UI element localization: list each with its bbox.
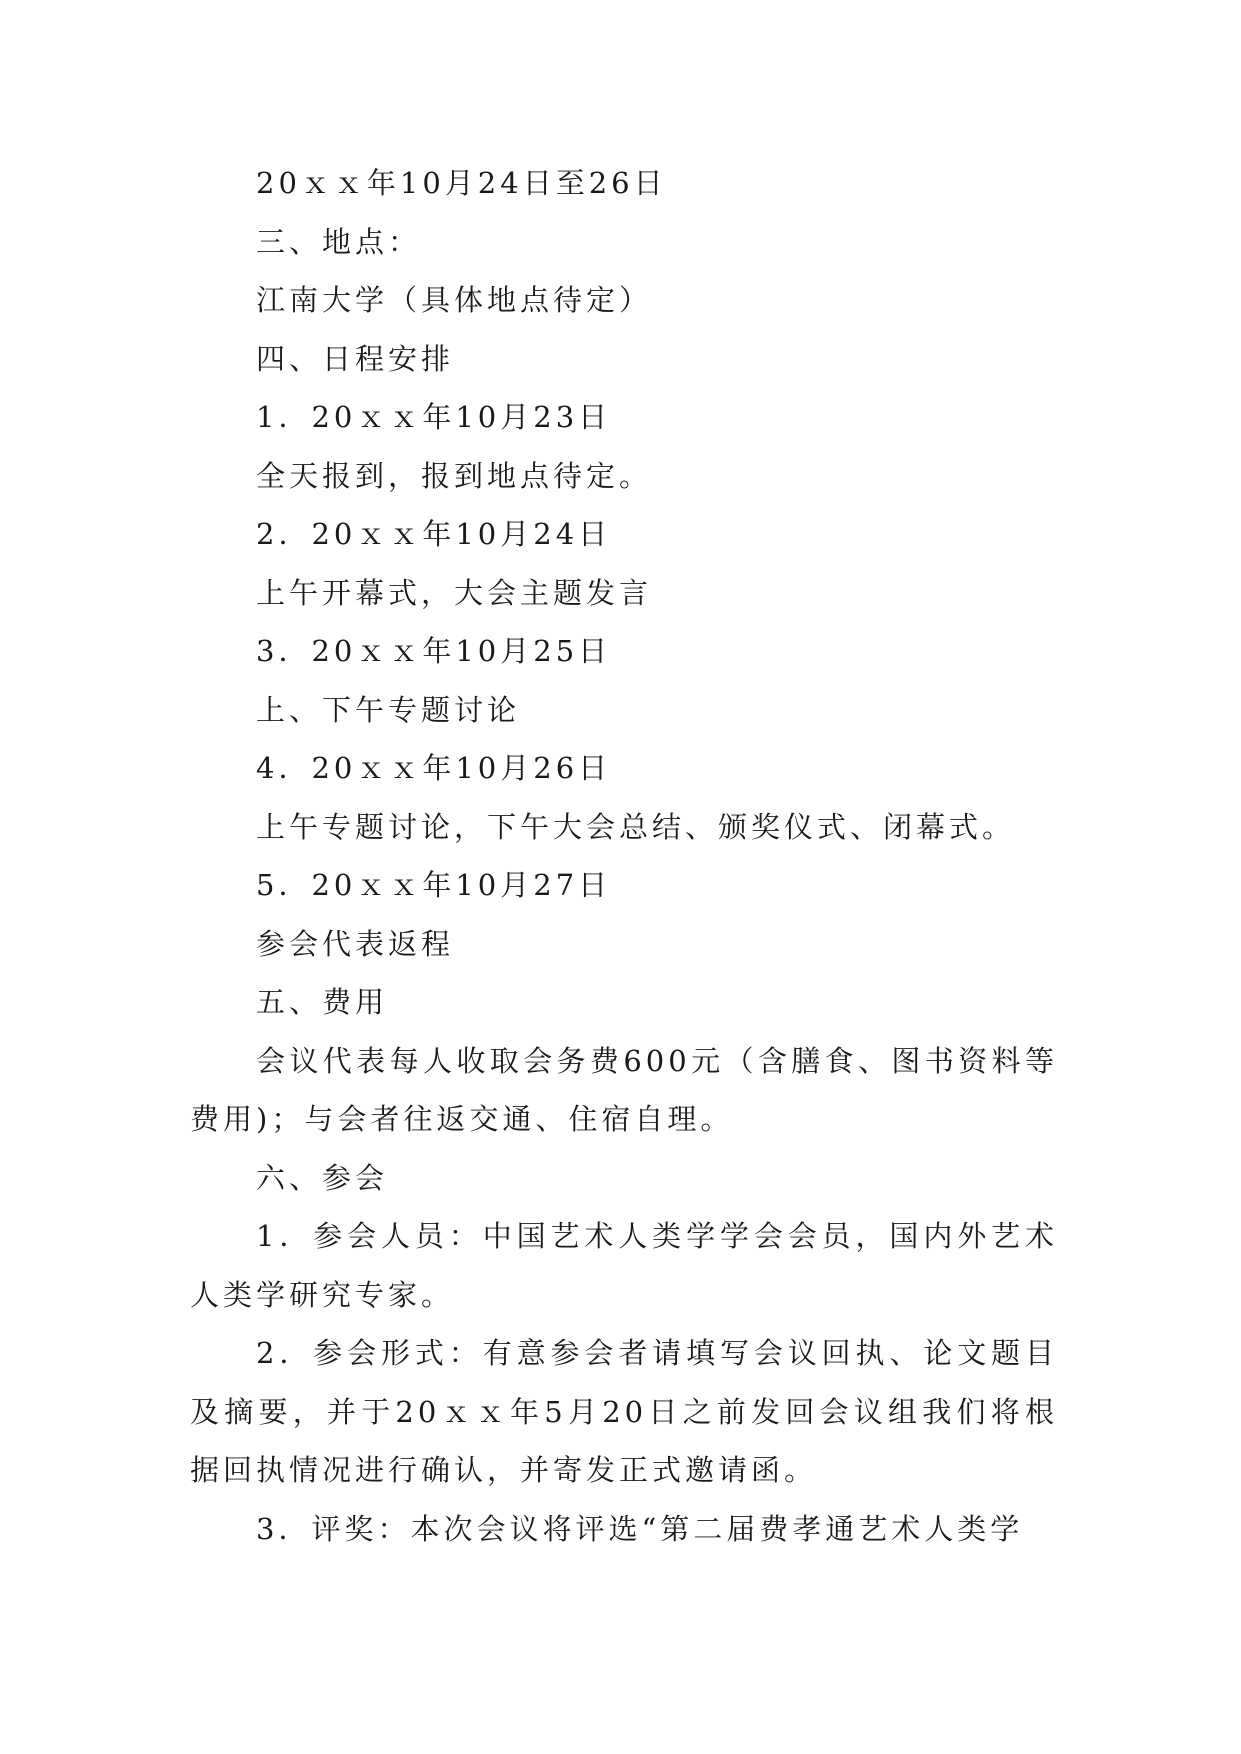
document-body xyxy=(190,154,1058,1558)
schedule-item-4-date: 4．20ｘｘ年10月26日 xyxy=(256,751,612,785)
schedule-item-4-detail: 上午专题讨论，下午大会总结、颁奖仪式、闭幕式。 xyxy=(256,809,1016,844)
participation-item-1: 1．参会人员：中国艺术人类学学会会员，国内外艺术人类学研究专家。 xyxy=(190,1219,1058,1312)
paragraph-location: 江南大学（具体地点待定） xyxy=(256,283,653,317)
schedule-item-2-detail: 上午开幕式，大会主题发言 xyxy=(256,575,653,610)
schedule-item-2-date: 2．20ｘｘ年10月24日 xyxy=(256,517,612,551)
schedule-item-5-date: 5．20ｘｘ年10月27日 xyxy=(256,868,612,902)
schedule-item-5-detail: 参会代表返程 xyxy=(256,926,455,961)
schedule-item-3-detail: 上、下午专题讨论 xyxy=(256,692,521,727)
paragraph-fees: 会议代表每人收取会务费600元（含膳食、图书资料等费用)；与会者往返交通、住宿自理。 xyxy=(190,1043,1058,1136)
schedule-item-1-date: 1．20ｘｘ年10月23日 xyxy=(256,400,612,434)
heading-location: 三、地点： xyxy=(256,224,422,259)
heading-schedule: 四、日程安排 xyxy=(256,341,455,376)
participation-item-3: 3．评奖：本次会议将评选“第二届费孝通艺术人类学 xyxy=(256,1511,1024,1546)
schedule-item-3-date: 3．20ｘｘ年10月25日 xyxy=(256,634,612,668)
schedule-item-1-detail: 全天报到，报到地点待定。 xyxy=(256,458,653,493)
paragraph-date-range: 20ｘｘ年10月24日至26日 xyxy=(256,166,667,200)
heading-participation: 六、参会 xyxy=(256,1160,389,1195)
heading-fees: 五、费用 xyxy=(256,985,389,1019)
participation-item-2: 2．参会形式：有意参会者请填写会议回执、论文题目及摘要，并于20ｘｘ年5月20日之前发回会议组我们将根据回执情况进行确认，并寄发正式邀请函。 xyxy=(190,1336,1058,1487)
